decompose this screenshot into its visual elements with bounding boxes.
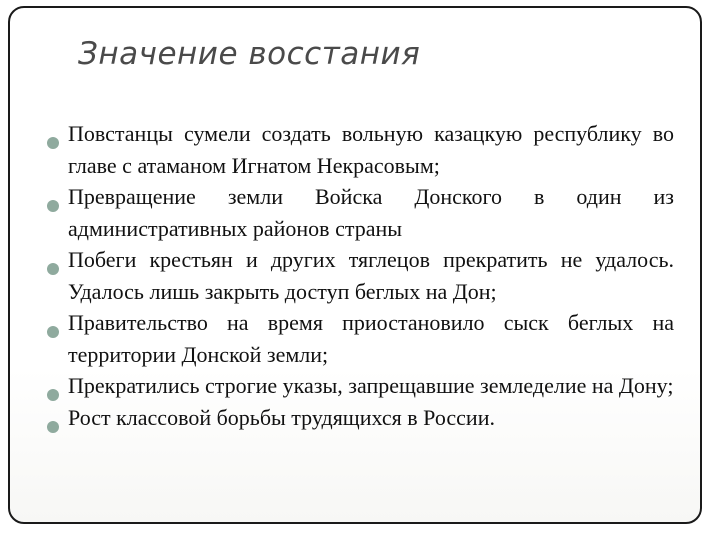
list-item xyxy=(46,181,674,244)
circle-bullet-icon xyxy=(46,411,60,425)
bullet-list xyxy=(46,118,674,433)
list-item xyxy=(46,244,674,307)
slide-title: Значение восстания xyxy=(78,36,421,72)
circle-bullet-icon xyxy=(46,316,60,330)
circle-bullet-icon xyxy=(46,379,60,393)
circle-bullet-icon xyxy=(46,190,60,204)
list-item xyxy=(46,402,674,434)
circle-bullet-icon xyxy=(46,253,60,267)
circle-bullet-icon xyxy=(46,127,60,141)
bullet-text: Рост классовой борьбы трудящихся в России. xyxy=(68,404,495,430)
list-item xyxy=(46,370,674,402)
bullet-text: Повстанцы сумели создать вольную казацкую республику во главе с атаманом Игнатом Некрасовым; xyxy=(68,121,674,178)
list-item xyxy=(46,307,674,370)
bullet-text: Правительство на время приостановило сыск беглых на территории Донской земли; xyxy=(68,310,674,367)
bullet-text: Прекратились строгие указы, запрещавшие земледелие на Дону; xyxy=(68,373,674,398)
bullet-text: Побеги крестьян и других тяглецов прекратить не удалось. Удалось лишь закрыть доступ беглых на Дон; xyxy=(68,247,674,304)
list-item xyxy=(46,118,674,181)
bullet-text: Превращение земли Войска Донского в один из административных районов страны xyxy=(68,184,674,241)
